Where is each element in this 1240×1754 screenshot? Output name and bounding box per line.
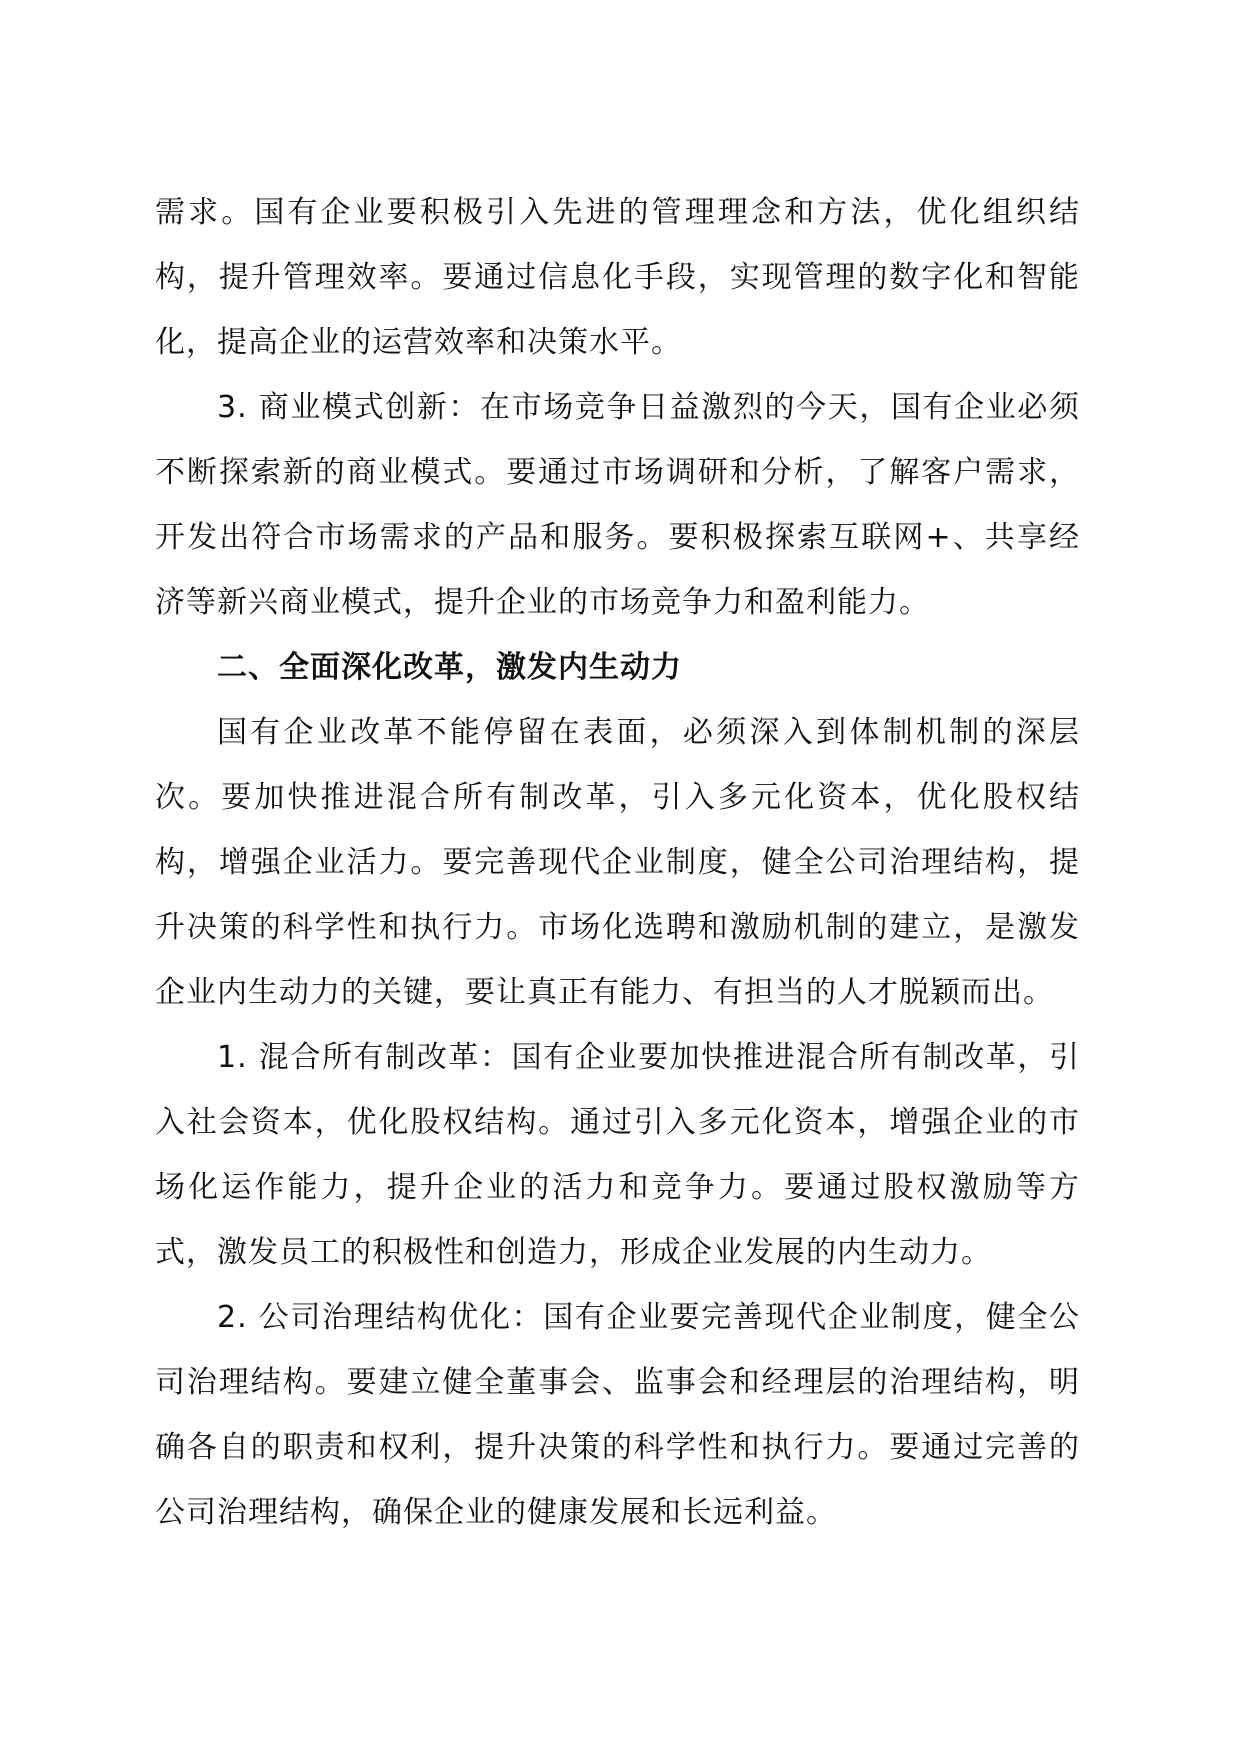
paragraph-business-model-innovation: 3. 商业模式创新：在市场竞争日益激烈的今天，国有企业必须不断探索新的商业模式。要通过市场调研和分析，了解客户需求，开发出符合市场需求的产品和服务。要积极探索互联网+、共享经济等新兴商业模式，提升企业的市场竞争力和盈利能力。: [155, 390, 1080, 620]
paragraph-corporate-governance: 2. 公司治理结构优化：国有企业要完善现代企业制度，健全公司治理结构。要建立健全董事会、监事会和经理层的治理结构，明确各自的职责和权利，提升决策的科学性和执行力。要通过完善的公司治理结构，确保企业的健康发展和长远利益。: [155, 1300, 1080, 1530]
paragraph-reform-intro: 国有企业改革不能停留在表面，必须深入到体制机制的深层次。要加快推进混合所有制改革，引入多元化资本，优化股权结构，增强企业活力。要完善现代企业制度，健全公司治理结构，提升决策的科学性和执行力。市场化选聘和激励机制的建立，是激发企业内生动力的关键，要让真正有能力、有担当的人才脱颖而出。: [155, 715, 1080, 1010]
document-body: [155, 180, 1080, 1545]
section-heading-deepen-reform: 二、全面深化改革，激发内生动力: [217, 650, 682, 685]
paragraph-continuation-management: 需求。国有企业要积极引入先进的管理理念和方法，优化组织结构，提升管理效率。要通过信息化手段，实现管理的数字化和智能化，提高企业的运营效率和决策水平。: [155, 195, 1080, 360]
paragraph-mixed-ownership-reform: 1. 混合所有制改革：国有企业要加快推进混合所有制改革，引入社会资本，优化股权结构。通过引入多元化资本，增强企业的市场化运作能力，提升企业的活力和竞争力。要通过股权激励等方式，激发员工的积极性和创造力，形成企业发展的内生动力。: [155, 1040, 1080, 1270]
